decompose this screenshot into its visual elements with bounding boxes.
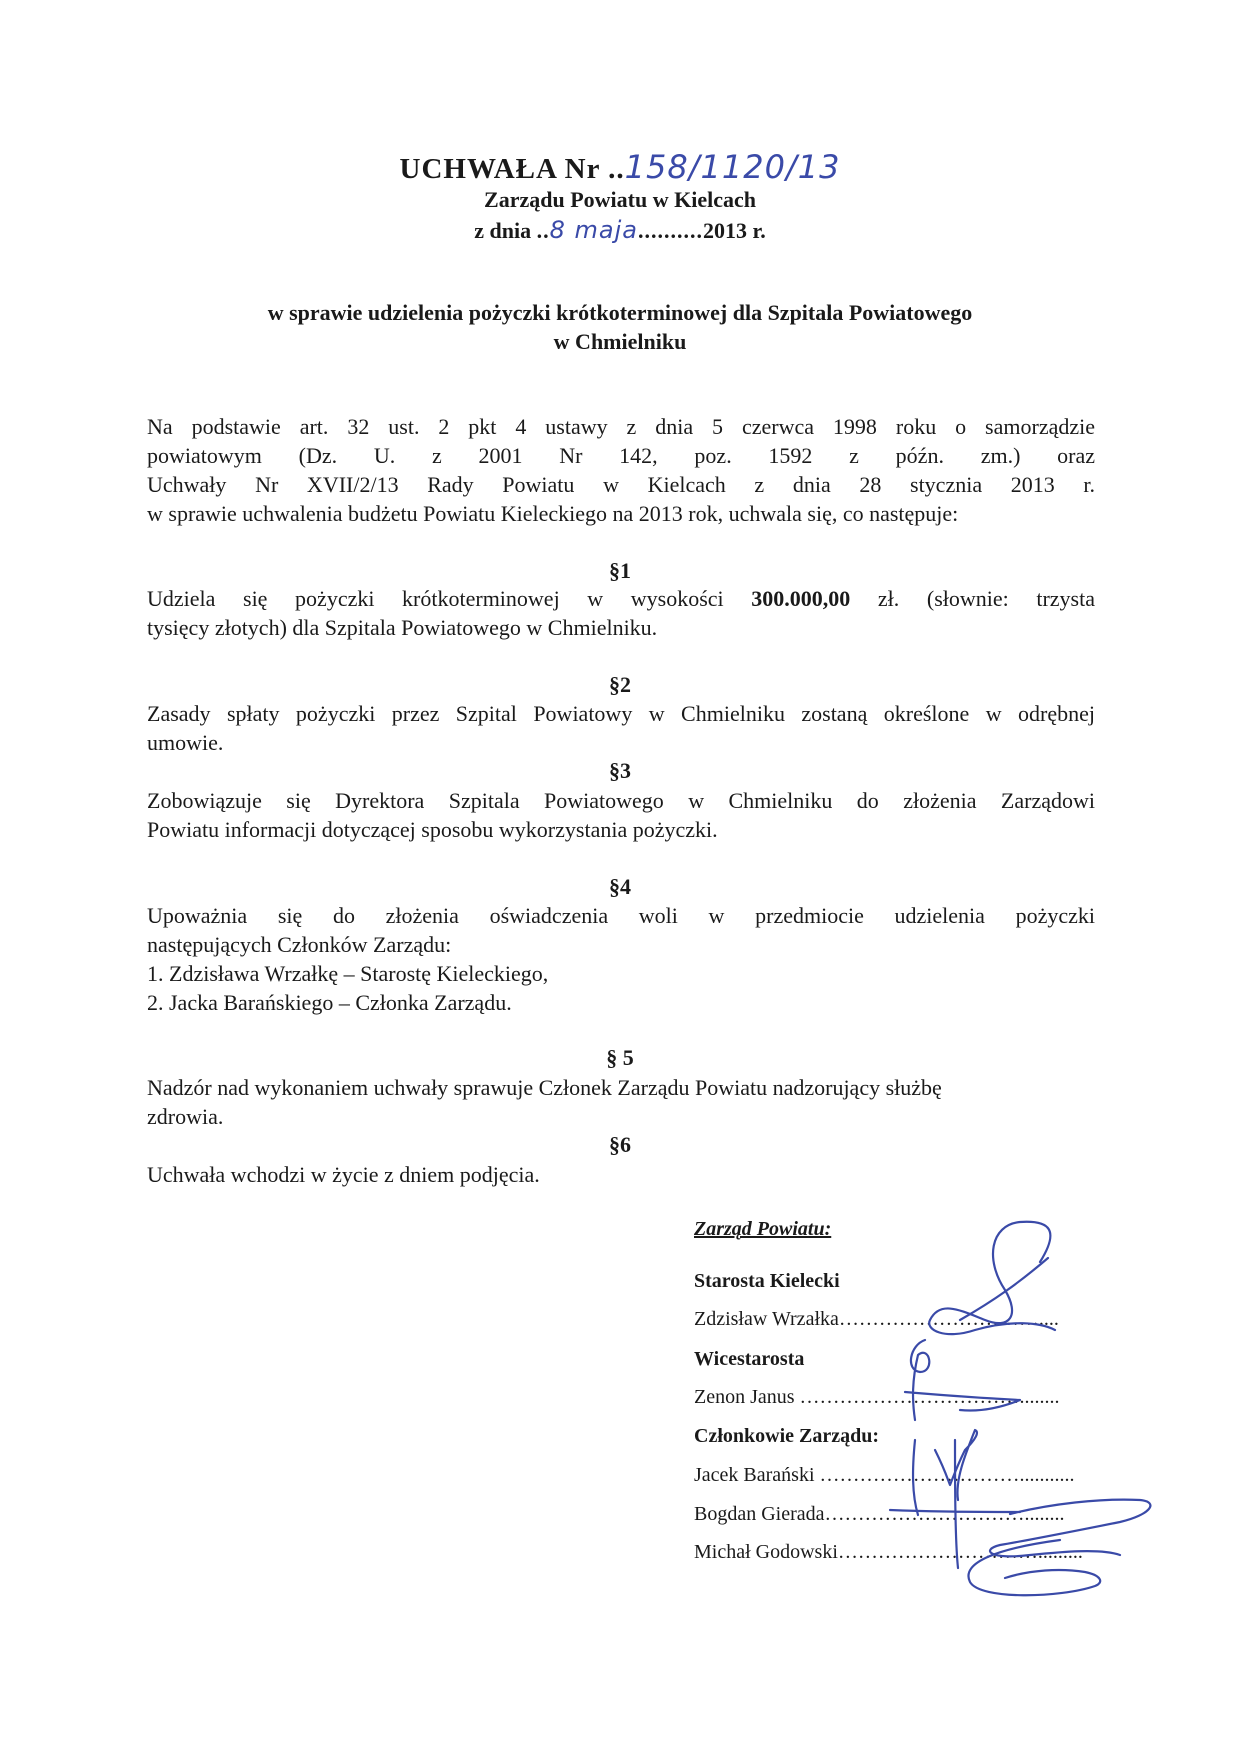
section-3-line-2: Powiatu informacji dotyczącej sposobu wykorzystania pożyczki. [147, 817, 718, 842]
loan-amount: 300.000,00 [751, 586, 851, 611]
section-1-line-2: tysięcy złotych) dla Szpitala Powiatowego w Chmielniku. [147, 615, 658, 640]
role-wicestarosta: Wicestarosta [694, 1348, 805, 1370]
role-starosta: Starosta Kielecki [694, 1270, 840, 1292]
name-member-3: Michał Godowski…………………………......... [694, 1541, 1083, 1563]
section-1-text-before: Udziela się pożyczki krótkoterminowej w wysokości [147, 586, 724, 611]
handwritten-resolution-number: 158/1120/13 [624, 148, 841, 186]
signature-member-3 [968, 1540, 1100, 1595]
date-prefix: z dnia [474, 218, 532, 243]
section-3-heading: §3 [609, 758, 631, 783]
handwritten-date: 8 maja [549, 216, 638, 244]
section-4-line-2: następujących Członków Zarządu: [147, 932, 452, 957]
subject-line-2: w Chmielniku [553, 329, 687, 354]
section-1-text-after: zł. (słownie: trzysta [877, 586, 1095, 611]
section-5-line-1: Nadzór nad wykonaniem uchwały sprawuje Członek Zarządu Powiatu nadzorujący służbę [147, 1075, 942, 1100]
date-dots-before: .. [536, 218, 550, 243]
number-dots: .. [608, 153, 625, 185]
board-title: Zarząd Powiatu: [694, 1218, 832, 1240]
section-4-heading: §4 [609, 874, 631, 899]
subject-line-1: w sprawie udzielenia pożyczki krótkoterminowej dla Szpitala Powiatowego [267, 300, 973, 325]
preamble-line-4: w sprawie uchwalenia budżetu Powiatu Kieleckiego na 2013 rok, uchwala się, co następuje: [147, 501, 959, 526]
section-2-heading: §2 [609, 672, 631, 697]
name-wicestarosta: Zenon Janus ……………………………........ [694, 1386, 1060, 1408]
section-5-line-2: zdrowia. [147, 1104, 224, 1129]
title-prefix: UCHWAŁA Nr [399, 153, 600, 185]
section-3-line-1: Zobowiązuje się Dyrektora Szpitala Powiatowego w Chmielniku do złożenia Zarządowi [147, 788, 1095, 813]
section-2-line-2: umowie. [147, 730, 224, 755]
date-year: 2013 r. [702, 218, 766, 243]
section-4-item-1: 1. Zdzisława Wrzałkę – Starostę Kieleckiego, [147, 961, 549, 986]
section-4-item-2: 2. Jacka Barańskiego – Członka Zarządu. [147, 990, 512, 1015]
preamble-line-2: powiatowym (Dz. U. z 2001 Nr 142, poz. 1592 z późn. zm.) oraz [147, 443, 1095, 468]
section-6-line-1: Uchwała wchodzi w życie z dniem podjęcia. [147, 1162, 540, 1187]
signature-starosta [929, 1222, 1055, 1334]
section-4-line-1: Upoważnia się do złożenia oświadczenia woli w przedmiocie udzielenia pożyczki [147, 903, 1095, 928]
section-2-line-1: Zasady spłaty pożyczki przez Szpital Powiatowy w Chmielniku zostaną określone w odrębnej [147, 701, 1095, 726]
signature-member-1 [913, 1430, 977, 1515]
document-subtitle: Zarządu Powiatu w Kielcach [484, 187, 756, 212]
section-1-heading: §1 [609, 558, 631, 583]
role-board-members: Członkowie Zarządu: [694, 1425, 879, 1447]
section-6-heading: §6 [609, 1132, 631, 1157]
section-5-heading: § 5 [606, 1045, 634, 1070]
preamble-line-1: Na podstawie art. 32 ust. 2 pkt 4 ustawy z dnia 5 czerwca 1998 roku o samorządzie [147, 414, 1095, 439]
signature-wicestarosta [905, 1340, 1020, 1420]
preamble-line-3: Uchwały Nr XVII/2/13 Rady Powiatu w Kielcach z dnia 28 stycznia 2013 r. [147, 472, 1095, 497]
name-starosta: Zdzisław Wrzałka………………………….... [694, 1308, 1059, 1330]
signature-member-2 [890, 1440, 1150, 1568]
date-dots-after: .......... [637, 218, 703, 243]
name-member-2: Bogdan Gierada…………………………........ [694, 1503, 1065, 1525]
name-member-1: Jacek Barański …………………………........... [694, 1464, 1075, 1486]
